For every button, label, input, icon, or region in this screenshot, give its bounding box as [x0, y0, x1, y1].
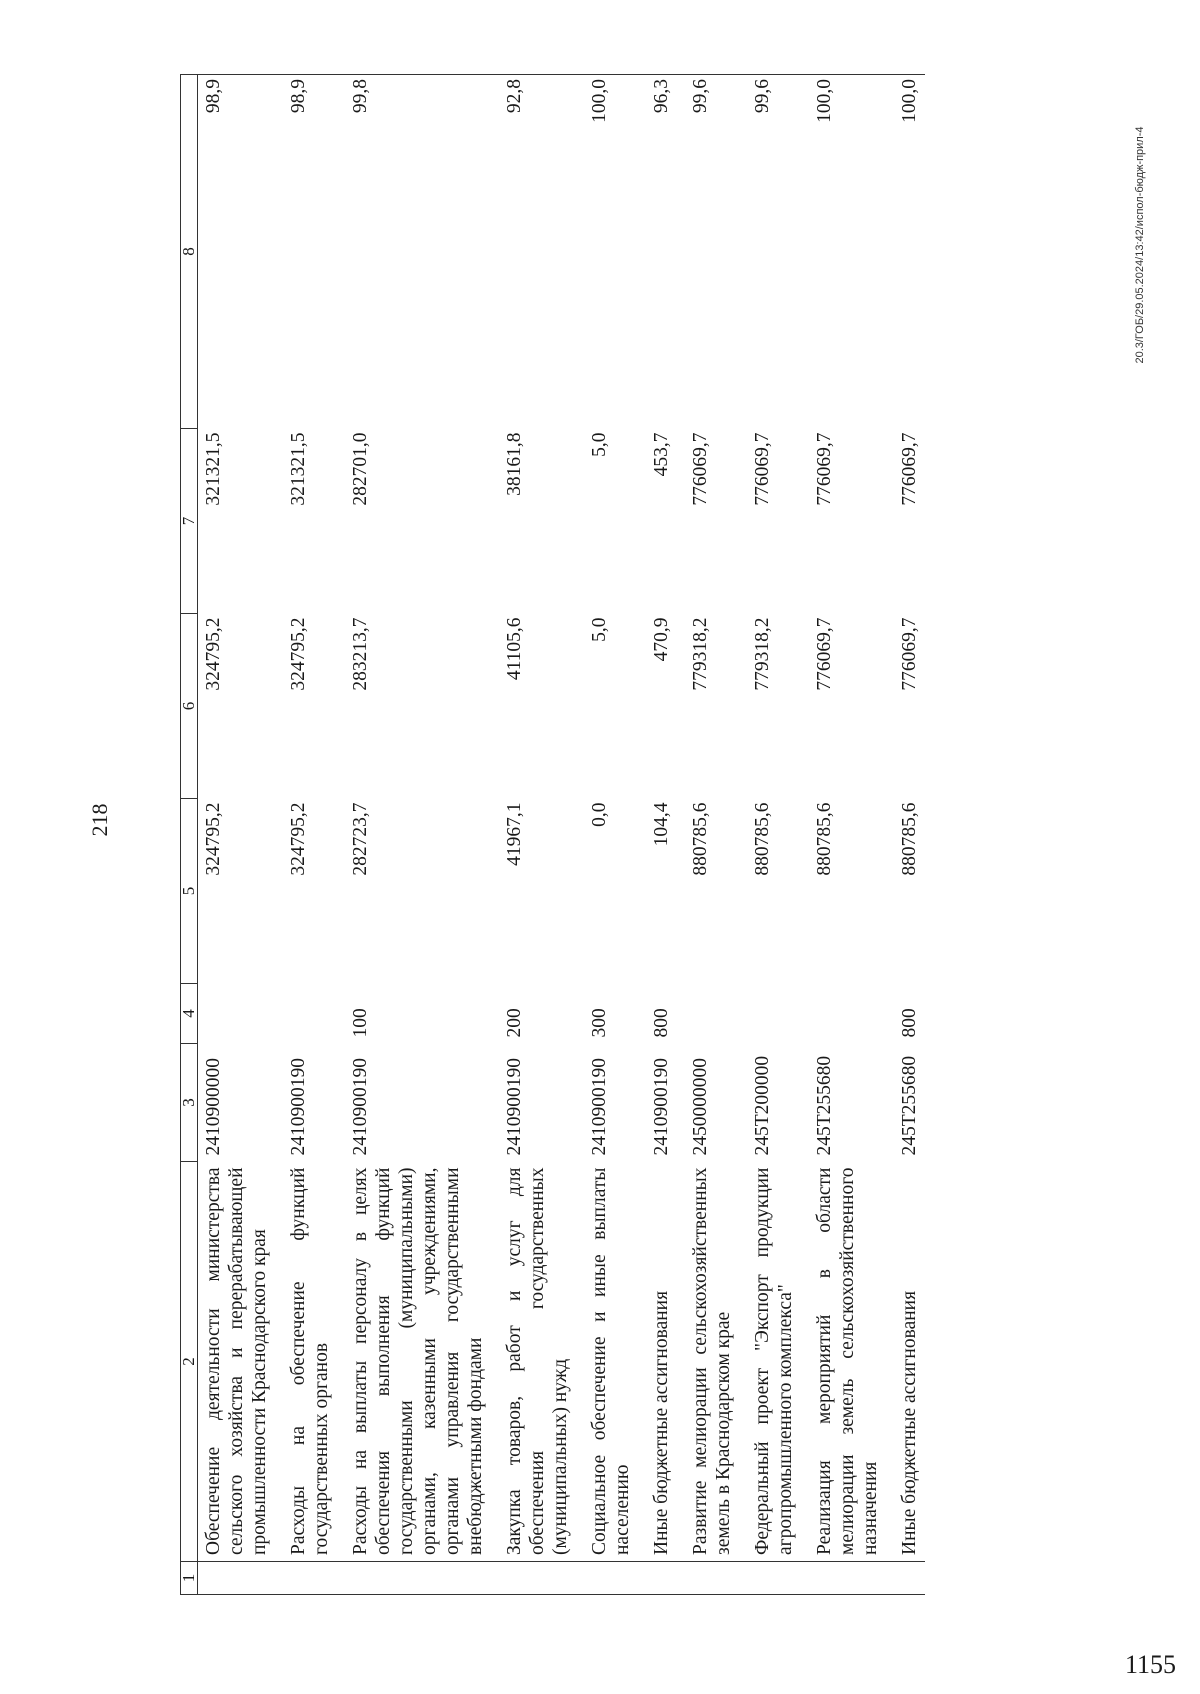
sheet-number: 1155 — [1124, 1650, 1176, 1679]
row-name: Закупка товаров, работ и услуг для обеспечения государственных (муниципальных) нужд — [504, 1167, 571, 1555]
row-value-7: 5,0 — [589, 432, 610, 457]
row-target-code: 245T255680 — [814, 1055, 835, 1156]
row-value-7: 282701,0 — [350, 432, 371, 506]
row-column-1 — [685, 1562, 747, 1595]
row-name: Расходы на выплаты персоналу в целях обеспечения выполнения функций государственными (муниципальными) органами, казенными учреждениями, органами управления государственными внебюджетными фондами — [350, 1167, 486, 1555]
row-name: Иные бюджетные ассигнования — [651, 1290, 672, 1555]
row-value-5: 282723,7 — [350, 802, 371, 876]
row-percent: 98,9 — [198, 75, 284, 429]
row-percent: 100,0 — [809, 75, 894, 429]
row-target-code: 2410900190 — [288, 1058, 309, 1156]
budget-table — [180, 74, 925, 1595]
row-name: Реализация мероприятий в области мелиорации земель сельскохозяйственного назначения — [814, 1167, 881, 1555]
table-row — [894, 75, 925, 1595]
row-value-6: 5,0 — [589, 617, 610, 642]
row-value-5: 880785,6 — [814, 802, 835, 876]
row-value-5: 880785,6 — [899, 802, 920, 876]
row-value-5: 0,0 — [589, 802, 610, 827]
row-name: Развитие мелиорации сельскохозяйственных земель в Краснодарском крае — [690, 1167, 734, 1555]
row-value-6: 283213,7 — [350, 617, 371, 691]
row-percent: 99,8 — [345, 75, 499, 429]
row-value-5: 880785,6 — [752, 802, 773, 876]
row-target-code: 2450000000 — [690, 1058, 711, 1156]
row-value-6: 41105,6 — [504, 617, 525, 681]
row-percent: 92,8 — [499, 75, 584, 429]
row-value-7: 453,7 — [651, 432, 672, 477]
row-column-1 — [499, 1562, 584, 1595]
row-target-code: 2410900190 — [504, 1058, 525, 1156]
row-expense-type — [809, 984, 894, 1044]
row-value-6: 470,9 — [651, 617, 672, 662]
row-column-1 — [809, 1562, 894, 1595]
table-row — [584, 75, 646, 1595]
table-row — [345, 75, 499, 1595]
row-value-6: 779318,2 — [752, 617, 773, 691]
row-target-code: 2410900190 — [589, 1058, 610, 1156]
row-expense-type — [685, 984, 747, 1044]
row-value-5: 41967,1 — [504, 802, 525, 866]
column-header-7: 7 — [181, 429, 198, 614]
row-value-5: 104,4 — [651, 802, 672, 847]
row-value-5: 324795,2 — [203, 802, 224, 876]
column-header-8: 8 — [181, 75, 198, 429]
row-value-7: 776069,7 — [899, 432, 920, 506]
row-target-code: 2410900190 — [651, 1058, 672, 1156]
row-percent: 98,9 — [283, 75, 345, 429]
row-percent: 99,6 — [747, 75, 809, 429]
row-name: Обеспечение деятельности министерства сельского хозяйства и перерабатывающей промышленности Краснодарского края — [203, 1167, 270, 1555]
table-row — [809, 75, 894, 1595]
row-column-1 — [747, 1562, 809, 1595]
row-percent: 96,3 — [646, 75, 685, 429]
row-column-1 — [584, 1562, 646, 1595]
row-expense-type: 100 — [350, 1008, 371, 1038]
row-percent: 100,0 — [584, 75, 646, 429]
row-column-1 — [646, 1562, 685, 1595]
row-target-code: 2410900000 — [203, 1058, 224, 1156]
row-column-1 — [345, 1562, 499, 1595]
row-target-code: 245T255680 — [899, 1055, 920, 1156]
column-header-5: 5 — [181, 799, 198, 984]
row-value-5: 880785,6 — [690, 802, 711, 876]
table-row — [499, 75, 584, 1595]
row-value-7: 776069,7 — [752, 432, 773, 506]
column-header-3: 3 — [181, 1044, 198, 1162]
row-name: Расходы на обеспечение функций государственных органов — [288, 1167, 332, 1555]
row-expense-type — [283, 984, 345, 1044]
row-column-1 — [283, 1562, 345, 1595]
row-value-5: 324795,2 — [288, 802, 309, 876]
row-name: Социальное обеспечение и иные выплаты населению — [589, 1167, 633, 1555]
row-value-7: 321321,5 — [203, 432, 224, 506]
row-value-7: 776069,7 — [690, 432, 711, 506]
row-expense-type: 200 — [504, 1008, 525, 1038]
table-body — [198, 75, 926, 1595]
column-header-1: 1 — [181, 1562, 198, 1595]
row-value-6: 324795,2 — [288, 617, 309, 691]
row-target-code: 2410900190 — [350, 1058, 371, 1156]
row-value-6: 324795,2 — [203, 617, 224, 691]
row-expense-type: 800 — [651, 1008, 672, 1038]
row-name: Федеральный проект "Экспорт продукции агропромышленного комплекса" — [752, 1167, 796, 1555]
table-row — [685, 75, 747, 1595]
row-value-6: 776069,7 — [899, 617, 920, 691]
budget-table-rotated — [180, 75, 1014, 1595]
row-column-1 — [894, 1562, 925, 1595]
row-expense-type: 800 — [899, 1008, 920, 1038]
row-expense-type: 300 — [589, 1008, 610, 1038]
row-percent: 100,0 — [894, 75, 925, 429]
row-column-1 — [198, 1562, 284, 1595]
row-value-7: 38161,8 — [504, 432, 525, 496]
column-header-6: 6 — [181, 614, 198, 799]
column-header-4: 4 — [181, 984, 198, 1044]
table-row — [283, 75, 345, 1595]
column-header-2: 2 — [181, 1162, 198, 1562]
table-header — [181, 75, 198, 1595]
row-percent: 99,6 — [685, 75, 747, 429]
row-expense-type — [747, 984, 809, 1044]
row-name: Иные бюджетные ассигнования — [899, 1290, 920, 1555]
table-row — [646, 75, 685, 1595]
row-target-code: 245T200000 — [752, 1055, 773, 1156]
row-value-7: 776069,7 — [814, 432, 835, 506]
table-row — [747, 75, 809, 1595]
table-row — [198, 75, 284, 1595]
row-expense-type — [198, 984, 284, 1044]
row-value-6: 779318,2 — [690, 617, 711, 691]
row-value-6: 776069,7 — [814, 617, 835, 691]
row-value-7: 321321,5 — [288, 432, 309, 506]
